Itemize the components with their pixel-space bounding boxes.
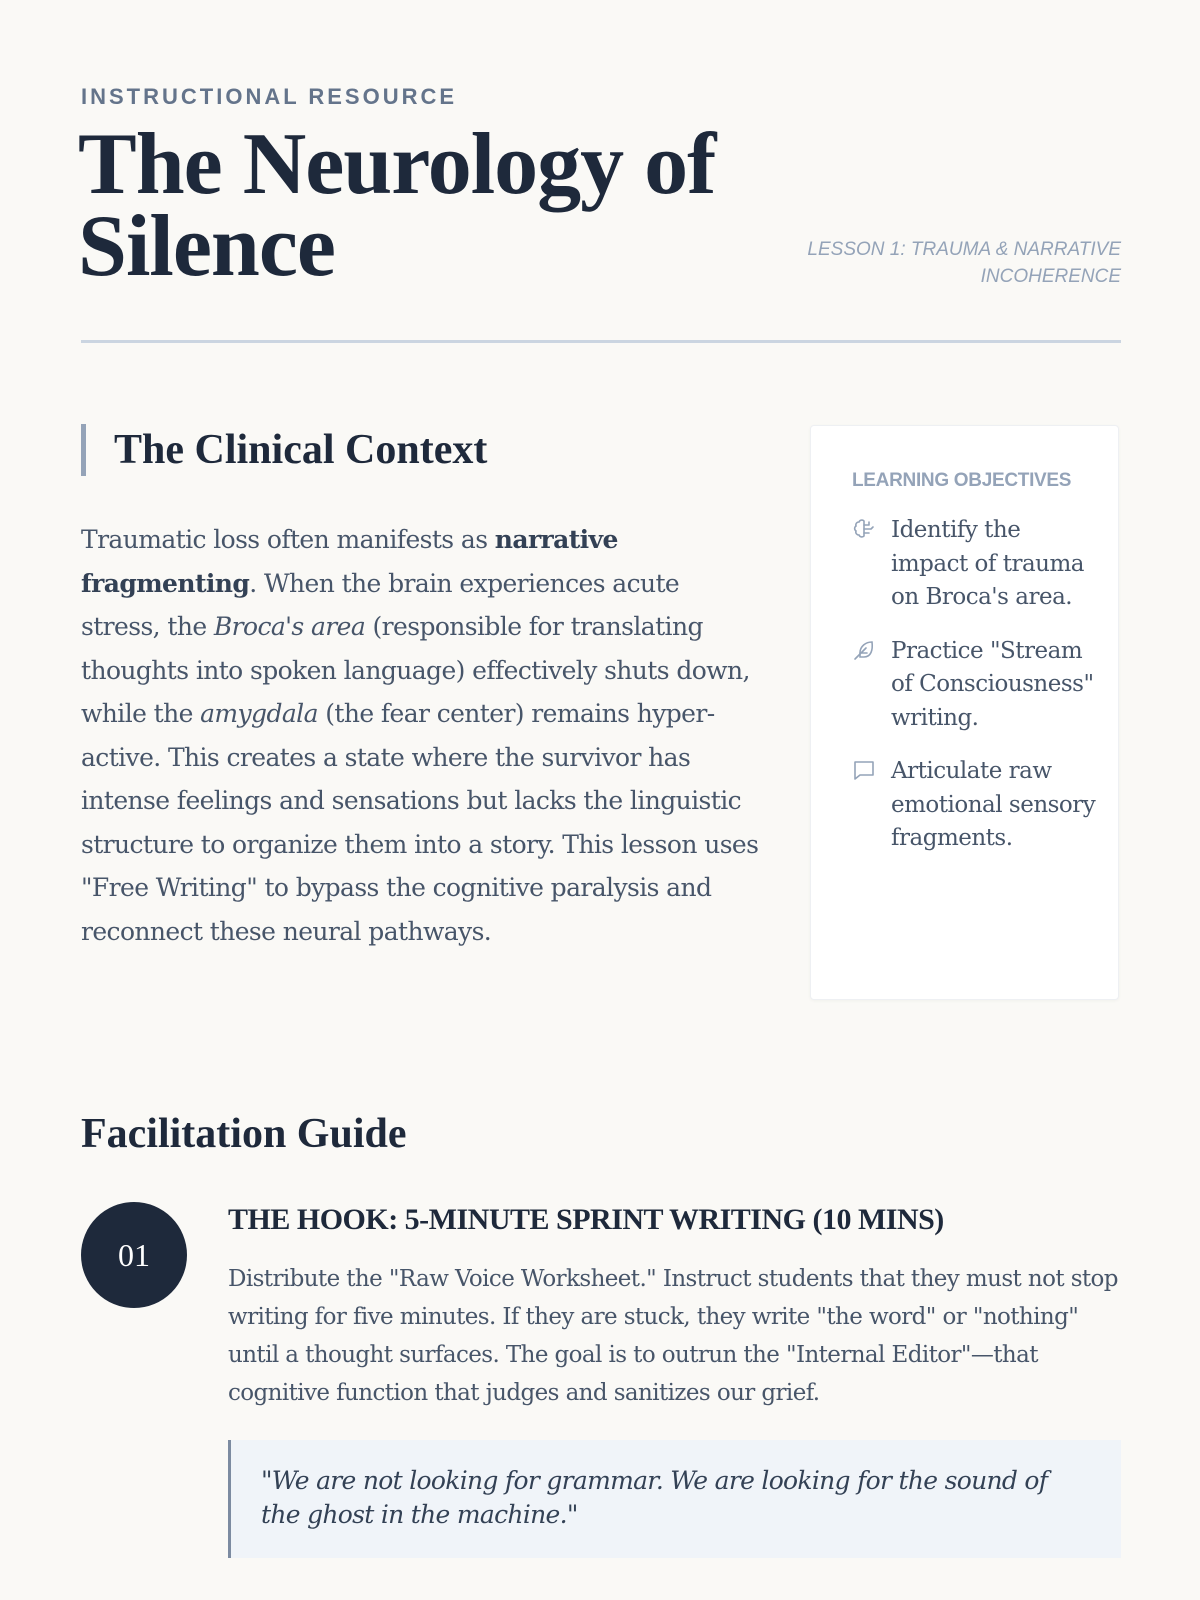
lesson-label: LESSON 1: TRAUMA & NARRATIVE INCOHERENCE — [807, 239, 1121, 287]
text: . When the brain experiences acute stress, the — [81, 568, 680, 641]
step-title: THE HOOK: 5-MINUTE SPRINT WRITING (10 MINS) — [228, 1203, 944, 1236]
objective-item — [852, 635, 1098, 736]
step-body: Distribute the "Raw Voice Worksheet." Instruct students that they must not stop writing for five minutes. If they are stuck, they write "the word" or "nothing" until a thought surfaces. The goal is to outrun the "Internal Editor"—that cognitive function that judges and sanitizes our grief. — [228, 1266, 1118, 1406]
objective-text: Identify the impact of trauma on Broca's area. — [891, 517, 1084, 610]
learning-objectives-card — [810, 425, 1119, 1000]
message-square-icon — [852, 755, 891, 856]
text: (the fear center) remains hyper-active. This creates a state where the survivor has intense feelings and sensations but lacks the linguistic structure to organize them into a story. This lesson uses "Free Writing" to bypass the cognitive paralysis and reconnect these neural pathways. — [81, 699, 759, 946]
header-divider — [81, 340, 1121, 343]
objective-text: Articulate raw emotional sensory fragments. — [891, 758, 1096, 851]
step-number-badge: 01 — [81, 1202, 187, 1308]
step-quote: "We are not looking for grammar. We are looking for the sound of the ghost in the machine." — [228, 1440, 1121, 1558]
feather-icon — [852, 635, 891, 736]
objective-item — [852, 755, 1098, 856]
italic-term: amygdala — [200, 699, 318, 728]
objectives-heading: LEARNING OBJECTIVES — [852, 470, 1072, 491]
text: (responsible for translating thoughts into spoken language) effectively shuts down, while the — [81, 612, 750, 728]
objective-text: Practice "Stream of Consciousness" writing. — [891, 637, 1094, 731]
clinical-context-paragraph — [81, 518, 761, 953]
objective-item — [852, 514, 1098, 615]
facilitation-guide-heading: Facilitation Guide — [81, 1111, 407, 1157]
bold-term: narrative fragmenting — [81, 525, 618, 598]
page-title: The Neurology of Silence — [78, 116, 716, 295]
text: Traumatic loss often manifests as — [81, 525, 495, 554]
clinical-context-heading: The Clinical Context — [81, 424, 487, 476]
eyebrow-label: INSTRUCTIONAL RESOURCE — [81, 84, 458, 109]
italic-term: Broca's area — [213, 612, 366, 641]
brain-icon — [852, 514, 891, 615]
